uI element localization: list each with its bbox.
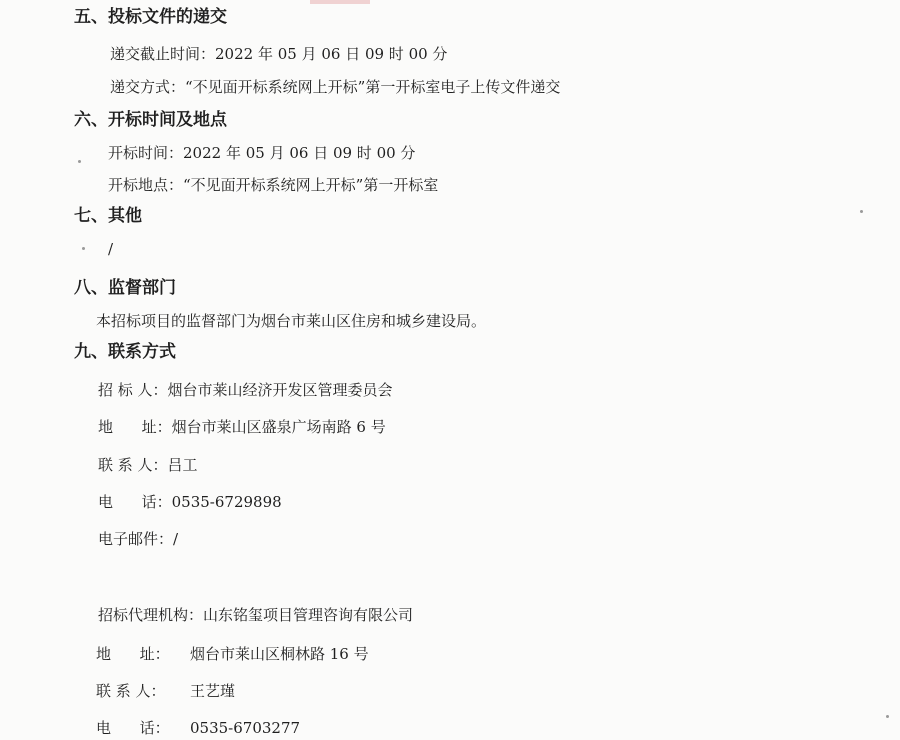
submission-deadline: 递交截止时间：2022 年 05 月 06 日 09 时 00 分: [110, 45, 448, 63]
scan-speck: [860, 210, 863, 213]
tenderer-address-row: [98, 418, 386, 436]
opening-time: 开标时间：2022 年 05 月 06 日 09 时 00 分: [108, 144, 416, 162]
submission-method: 递交方式：“不见面开标系统网上开标”第一开标室电子上传文件递交: [110, 78, 561, 96]
agency-address-label: 地 址：: [96, 645, 170, 663]
tenderer-row: [98, 381, 393, 399]
agency-address-row: [96, 645, 369, 663]
supervision-content: 本招标项目的监督部门为烟台市莱山区住房和城乡建设局。: [96, 312, 487, 330]
tenderer-email-label: 电子邮件：: [98, 530, 174, 548]
agency-label: 招标代理机构：: [98, 606, 204, 624]
section-8-heading: 八、监督部门: [74, 278, 176, 298]
tenderer-name: 烟台市莱山经济开发区管理委员会: [167, 381, 393, 399]
section-5-heading: 五、投标文件的递交: [74, 7, 227, 27]
agency-phone-row: [96, 719, 300, 737]
agency-phone: 0535-6703277: [190, 719, 301, 737]
tenderer-contact-row: [98, 456, 198, 474]
tenderer-phone: 0535-6729898: [171, 493, 282, 511]
tenderer-email-row: [98, 530, 178, 548]
section-6-heading: 六、开标时间及地点: [74, 110, 227, 130]
agency-address: 烟台市莱山区桐林路 16 号: [190, 645, 369, 663]
opening-place: 开标地点：“不见面开标系统网上开标”第一开标室: [108, 176, 439, 194]
scan-speck: [78, 160, 81, 163]
section-7-heading: 七、其他: [74, 206, 142, 226]
agency-name: 山东铭玺项目管理咨询有限公司: [203, 606, 414, 624]
agency-contact: 王艺瑾: [190, 682, 236, 700]
tenderer-contact: 吕工: [167, 456, 198, 474]
agency-row: [98, 606, 413, 624]
tenderer-phone-row: [98, 493, 282, 511]
stamp-trace: [310, 0, 370, 4]
tenderer-phone-label: 电 话：: [98, 493, 172, 511]
tenderer-email: /: [173, 530, 179, 548]
tenderer-address-label: 地 址：: [98, 418, 172, 436]
tenderer-contact-label: 联 系 人：: [98, 456, 168, 474]
tenderer-label: 招 标 人：: [98, 381, 168, 399]
agency-contact-row: [96, 682, 235, 700]
scan-speck: [82, 247, 85, 250]
scan-speck: [886, 715, 889, 718]
agency-phone-label: 电 话：: [96, 719, 170, 737]
tenderer-address: 烟台市莱山区盛泉广场南路 6 号: [171, 418, 386, 436]
other-content: /: [108, 240, 114, 258]
section-9-heading: 九、联系方式: [74, 342, 176, 362]
agency-contact-label: 联 系 人：: [96, 682, 166, 700]
